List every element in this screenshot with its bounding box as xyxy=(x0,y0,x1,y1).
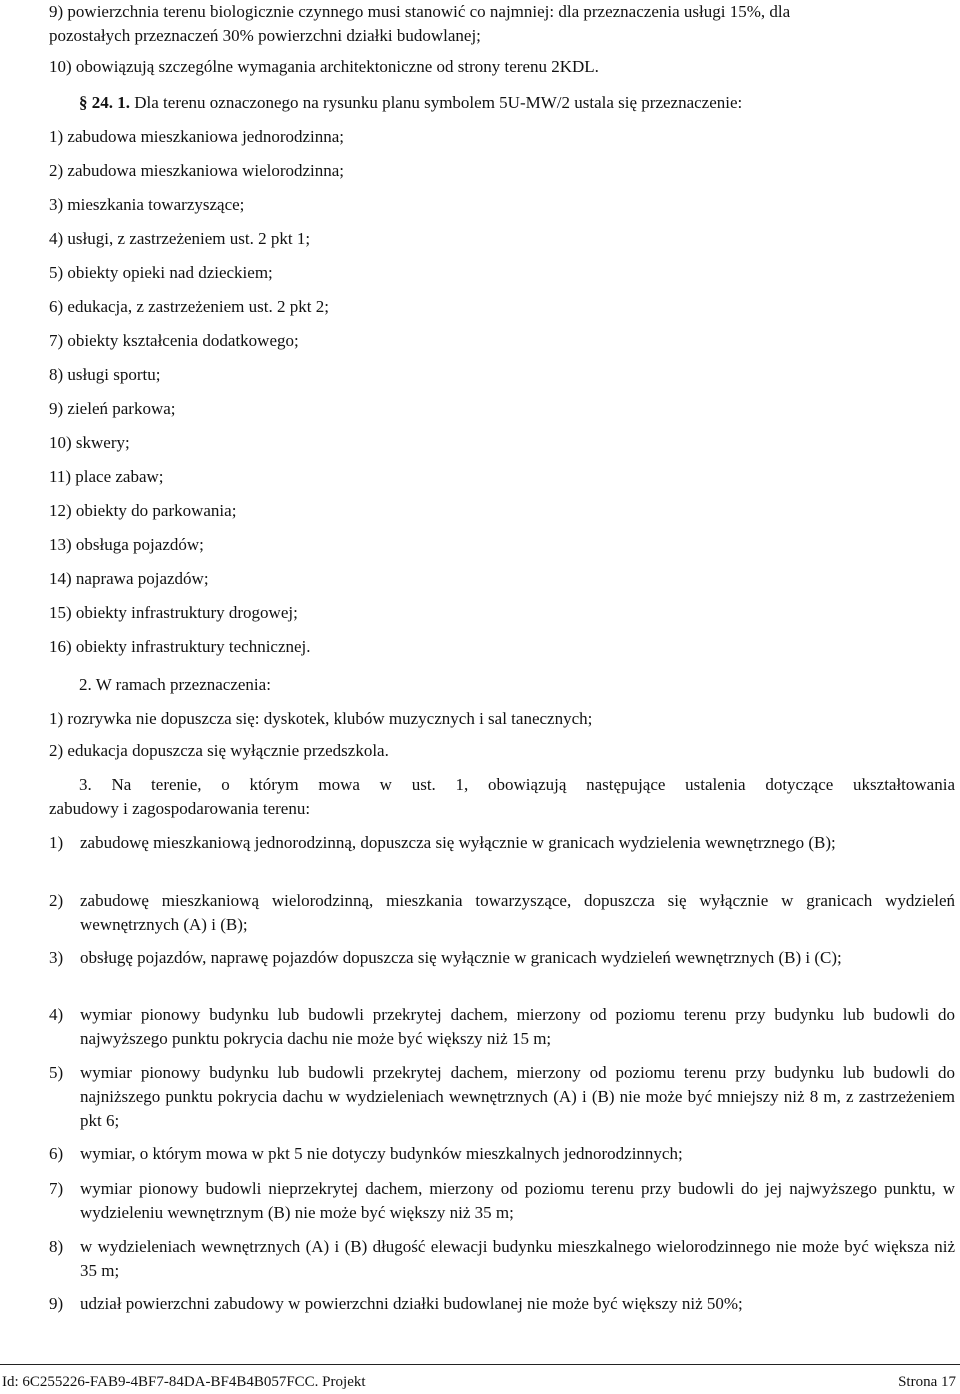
paragraph-line: zabudowy i zagospodarowania terenu: xyxy=(49,799,311,818)
list-item: 5) obiekty opieki nad dzieckiem; xyxy=(49,263,273,282)
list-item: 13) obsługa pojazdów; xyxy=(49,535,204,554)
list-text: wymiar pionowy budowli nieprzekrytej dachem, mierzony od poziomu terenu przy budowli do jej najwyższego punktu, w wydzieleniu wewnętrznym (B) nie może być większy niż 35 m; xyxy=(80,1179,955,1222)
paragraph-text: Dla terenu oznaczonego na rysunku planu symbolem 5U-MW/2 ustala się przeznaczenie: xyxy=(134,93,743,112)
list-item: 3) mieszkania towarzyszące; xyxy=(49,195,245,214)
list-item xyxy=(49,1292,955,1316)
list-item: 16) obiekty infrastruktury technicznej. xyxy=(49,637,311,656)
list-item: 6) edukacja, z zastrzeżeniem ust. 2 pkt 2; xyxy=(49,297,329,316)
list-item: 15) obiekty infrastruktury drogowej; xyxy=(49,603,298,622)
list-item: 9) powierzchnia terenu biologicznie czynnego musi stanowić co najmniej: dla przeznaczenia usługi 15%, dla xyxy=(49,2,791,21)
list-item xyxy=(49,1235,955,1283)
section-heading: § 24. xyxy=(79,93,113,112)
paragraph-number: 1. xyxy=(117,93,130,112)
paragraph-line: 3. Na terenie, o którym mowa w ust. 1, obowiązują następujące ustalenia dotyczące ukształtowania xyxy=(79,775,955,794)
list-number: 5) xyxy=(49,1063,64,1082)
list-item xyxy=(49,889,955,937)
list-item xyxy=(49,946,955,970)
list-item xyxy=(49,1061,955,1133)
list-item: 10) skwery; xyxy=(49,433,130,452)
list-item: 10) obowiązują szczególne wymagania architektoniczne od strony terenu 2KDL. xyxy=(49,57,599,76)
list-text: wymiar, o którym mowa w pkt 5 nie dotyczy budynków mieszkalnych jednorodzinnych; xyxy=(80,1144,683,1163)
list-number: 3) xyxy=(49,948,64,967)
list-number: 9) xyxy=(49,1294,64,1313)
list-item xyxy=(49,1003,955,1051)
list-item: 8) usługi sportu; xyxy=(49,365,161,384)
list-text: zabudowę mieszkaniową jednorodzinną, dopuszcza się wyłącznie w granicach wydzielenia wewnętrznego (B); xyxy=(80,833,836,852)
footer-page-number: Strona 17 xyxy=(898,1374,956,1390)
list-item: 1) zabudowa mieszkaniowa jednorodzinna; xyxy=(49,127,345,146)
list-text: wymiar pionowy budynku lub budowli przekrytej dachem, mierzony od poziomu terenu przy budynku lub budowli do najwyższego punktu pokrycia dachu nie może być większy niż 15 m; xyxy=(80,1005,955,1048)
list-item: 1) rozrywka nie dopuszcza się: dyskotek, klubów muzycznych i sal tanecznych; xyxy=(49,709,593,728)
list-number: 8) xyxy=(49,1237,64,1256)
list-item: 2) edukacja dopuszcza się wyłącznie przedszkola. xyxy=(49,741,389,760)
list-number: 1) xyxy=(49,833,64,852)
list-text: w wydzieleniach wewnętrznych (A) i (B) długość elewacji budynku mieszkalnego wielorodzinnego nie może być większa niż 35 m; xyxy=(80,1237,955,1280)
list-item xyxy=(49,1142,955,1166)
list-item xyxy=(49,831,955,855)
list-text: obsługę pojazdów, naprawę pojazdów dopuszcza się wyłącznie w granicach wydzieleń wewnętrznych (B) i (C); xyxy=(80,948,842,967)
list-text: udział powierzchni zabudowy w powierzchni działki budowlanej nie może być większy niż 50%; xyxy=(80,1294,743,1313)
list-item: 14) naprawa pojazdów; xyxy=(49,569,209,588)
list-item: 11) place zabaw; xyxy=(49,467,164,486)
list-number: 4) xyxy=(49,1005,64,1024)
list-text: wymiar pionowy budynku lub budowli przekrytej dachem, mierzony od poziomu terenu przy budynku lub budowli do najniższego punktu pokrycia dachu w wydzieleniach wewnętrznych (A) i (B) nie może być mniejszy niż 8 m, z zastrzeżeniem pkt 6; xyxy=(80,1063,955,1130)
list-item: 2) zabudowa mieszkaniowa wielorodzinna; xyxy=(49,161,345,180)
list-item: 12) obiekty do parkowania; xyxy=(49,501,237,520)
list-text: zabudowę mieszkaniową wielorodzinną, mieszkania towarzyszące, dopuszcza się wyłącznie w granicach wydzieleń wewnętrznych (A) i (B); xyxy=(80,891,955,934)
footer-divider xyxy=(0,1364,960,1365)
list-item: 4) usługi, z zastrzeżeniem ust. 2 pkt 1; xyxy=(49,229,311,248)
list-item xyxy=(49,1177,955,1225)
list-number: 2) xyxy=(49,891,64,910)
list-item: 7) obiekty kształcenia dodatkowego; xyxy=(49,331,299,350)
footer-document-id: Id: 6C255226-FAB9-4BF7-84DA-BF4B4B057FCC. Projekt xyxy=(2,1374,366,1390)
list-number: 6) xyxy=(49,1144,64,1163)
list-item-continuation: pozostałych przeznaczeń 30% powierzchni działki budowlanej; xyxy=(49,26,481,45)
list-item: 9) zieleń parkowa; xyxy=(49,399,176,418)
paragraph: 2. W ramach przeznaczenia: xyxy=(79,675,271,694)
list-number: 7) xyxy=(49,1179,64,1198)
section-heading-row xyxy=(79,91,742,115)
